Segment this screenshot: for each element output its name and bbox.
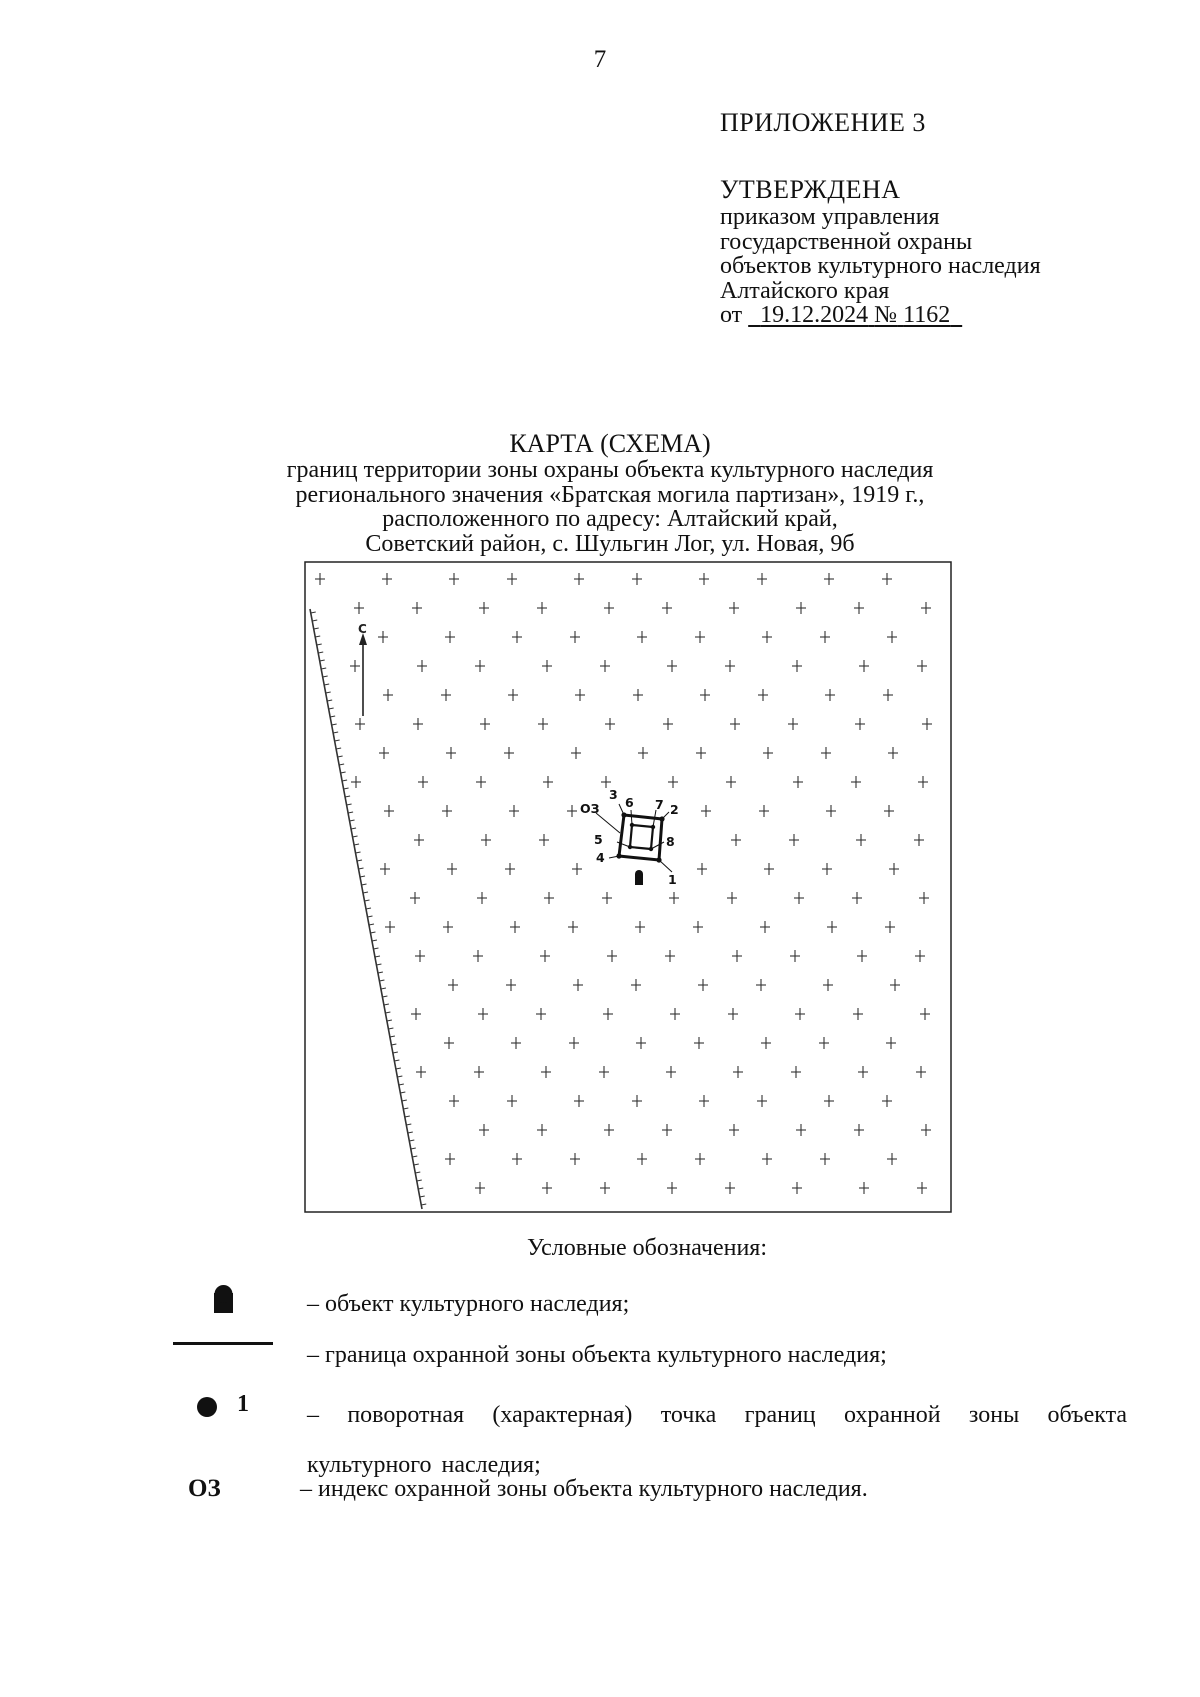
boundary-line-symbol (173, 1342, 273, 1345)
approval-line: Алтайского края (720, 277, 890, 304)
map-subtitle-line: Советский район, с. Шульгин Лог, ул. Новая, 9б (365, 530, 855, 557)
point-label: 8 (666, 834, 675, 849)
legend-item-text: – поворотная (характерная) точка границ охранной зоны объекта культурного наследия; (307, 1402, 1127, 1478)
turning-point-number: 1 (237, 1391, 249, 1417)
approval-line: государственной охраны (720, 228, 973, 255)
point-label: 5 (594, 832, 603, 847)
monument-icon (212, 1284, 236, 1314)
approval-block (720, 175, 1041, 328)
page-number: 7 (593, 46, 607, 73)
map-border (305, 562, 951, 1212)
approval-line: приказом управления (720, 204, 940, 230)
north-label: С (358, 622, 367, 636)
map-title: КАРТА (СХЕМА) (509, 429, 711, 458)
legend-item-text: – индекс охранной зоны объекта культурного наследия. (300, 1476, 868, 1502)
appendix-title: ПРИЛОЖЕНИЕ 3 (720, 108, 926, 137)
zone-index-label: ОЗ (580, 801, 600, 816)
number-prefix: № (874, 302, 898, 328)
legend-item-text: – граница охранной зоны объекта культурного наследия; (307, 1342, 887, 1368)
point-label: 2 (670, 802, 679, 817)
map-subtitle-line: границ территории зоны охраны объекта культурного наследия (286, 457, 934, 483)
point-label: 3 (609, 787, 618, 802)
order-number: 1162 (903, 302, 951, 328)
approval-date-line (720, 303, 1041, 328)
turning-point-icon (196, 1395, 220, 1419)
point-label: 6 (625, 795, 634, 810)
map-heading (150, 430, 1070, 556)
order-date: 19.12.2024 (760, 302, 869, 328)
point-label: 4 (596, 850, 605, 865)
point-label: 1 (668, 872, 677, 887)
map-subtitle-line: расположенного по адресу: Алтайский край, (382, 506, 838, 532)
legend-item-text: – объект культурного наследия; (307, 1291, 630, 1317)
point-label: 7 (655, 797, 664, 812)
date-prefix: от (720, 302, 743, 328)
map-subtitle-line: регионального значения «Братская могила партизан», 1919 г., (295, 481, 925, 508)
approval-line: объектов культурного наследия (720, 253, 1041, 279)
legend-title: Условные обозначения: (526, 1235, 768, 1261)
zone-index-symbol: ОЗ (188, 1475, 221, 1502)
monument-icon (635, 870, 643, 885)
map-scheme (304, 561, 952, 1213)
approval-heading: УТВЕРЖДЕНА (720, 175, 901, 204)
